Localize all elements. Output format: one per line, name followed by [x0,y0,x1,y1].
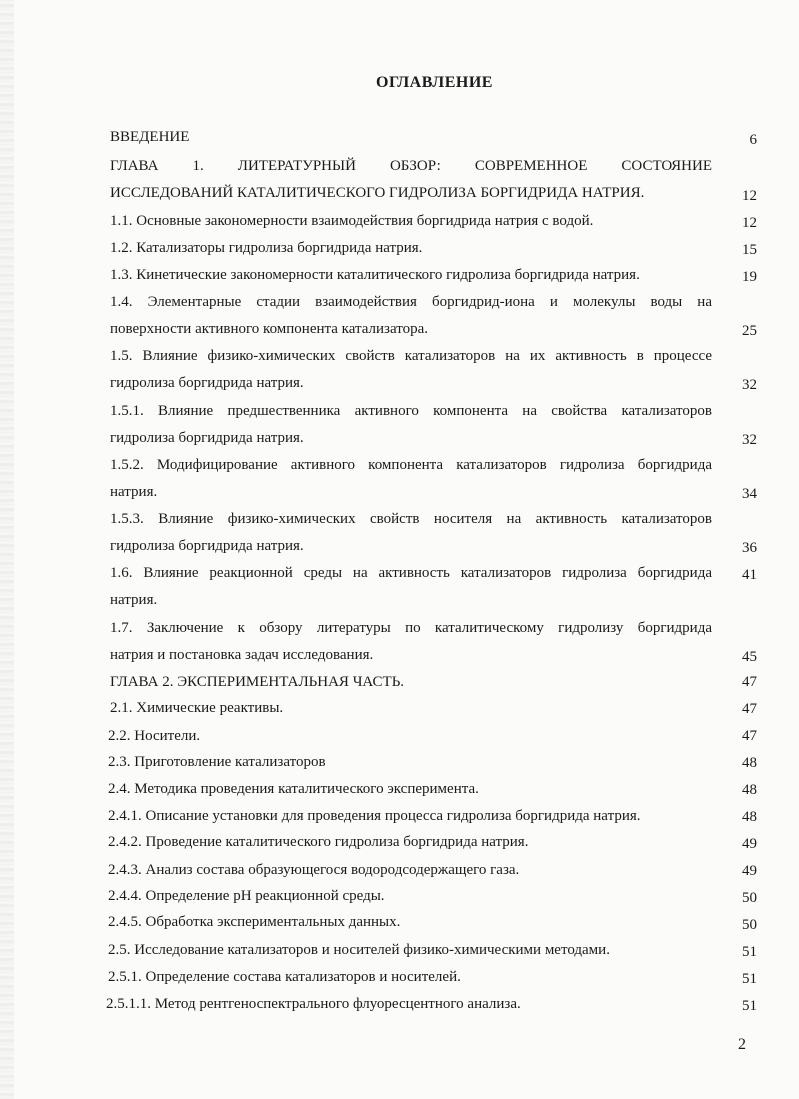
toc-entry-page: 6 [749,132,757,148]
toc-entry-continuation: натрия и постановка задач исследования. [110,647,374,663]
toc-entry-page: 12 [742,188,757,204]
toc-entry-page: 51 [742,971,757,987]
toc-entry-page: 50 [742,917,757,933]
toc-entry-title: 1.5.3. Влияние физико-химических свойств носителя на активность катализаторов [110,511,712,527]
toc-entry-title: 2.1. Химические реактивы. [110,700,284,716]
toc-entry-page: 12 [742,215,757,231]
toc-entry-page: 47 [742,728,757,744]
toc-entry-page: 32 [742,432,757,448]
toc-entry-title: 1.4. Элементарные стадии взаимодействия боргидрид-иона и молекулы воды на [110,294,712,310]
toc-entry-title: 2.2. Носители. [108,728,201,744]
toc-entry-title: 2.4. Методика проведения каталитического эксперимента. [108,781,479,797]
toc-entry-page: 41 [742,567,757,583]
page-number: 2 [738,1036,746,1053]
toc-entry-title: 2.5.1. Определение состава катализаторов и носителей. [108,969,461,985]
toc-entry-title: 2.4.2. Проведение каталитического гидролиза боргидрида натрия. [108,834,529,850]
toc-entry-page: 51 [742,944,757,960]
toc-entry-continuation: ИССЛЕДОВАНИЙ КАТАЛИТИЧЕСКОГО ГИДРОЛИЗА БОРГИДРИДА НАТРИЯ. [110,185,645,201]
toc-entry-title: 2.5.1.1. Метод рентгеноспектрального флуоресцентного анализа. [106,996,521,1012]
toc-entry-title: ГЛАВА 1. ЛИТЕРАТУРНЫЙ ОБЗОР: СОВРЕМЕННОЕ СОСТОЯНИЕ [110,158,712,174]
toc-entry-title: 1.1. Основные закономерности взаимодействия боргидрида натрия с водой. [110,213,594,229]
toc-entry-title: 1.5.2. Модифицирование активного компонента катализаторов гидролиза боргидрида [110,457,712,473]
toc-entry-title: 1.5. Влияние физико-химических свойств катализаторов на их активность в процессе [110,348,712,364]
toc-entry-title: 2.4.4. Определение pH реакционной среды. [108,888,385,904]
toc-entry-page: 25 [742,323,757,339]
toc-entry-page: 49 [742,863,757,879]
toc-entry-title: 2.3. Приготовление катализаторов [108,754,326,770]
toc-entry-continuation: натрия. [110,592,158,608]
toc-entry-continuation: поверхности активного компонента катализатора. [110,321,428,337]
toc-entry-title: 1.5.1. Влияние предшественника активного компонента на свойства катализаторов [110,403,712,419]
toc-entry-page: 50 [742,890,757,906]
toc-entry-page: 47 [742,701,757,717]
toc-entry-page: 34 [742,486,757,502]
toc-entry-title: 1.3. Кинетические закономерности каталитического гидролиза боргидрида натрия. [110,267,640,283]
toc-entry-title: ВВЕДЕНИЕ [110,129,190,145]
toc-entry-title: ГЛАВА 2. ЭКСПЕРИМЕНТАЛЬНАЯ ЧАСТЬ. [110,674,405,690]
toc-entry-page: 51 [742,998,757,1014]
toc-heading: ОГЛАВЛЕНИЕ [376,74,493,91]
toc-entry-page: 47 [742,674,757,690]
toc-entry-page: 32 [742,377,757,393]
toc-entry-title: 2.5. Исследование катализаторов и носителей физико-химическими методами. [108,942,610,958]
toc-entry-title: 2.4.3. Анализ состава образующегося водородсодержащего газа. [108,862,520,878]
toc-entry-page: 48 [742,809,757,825]
toc-entry-page: 45 [742,649,757,665]
toc-entry-title: 1.6. Влияние реакционной среды на активность катализаторов гидролиза боргидрида [110,565,712,581]
toc-entry-page: 49 [742,836,757,852]
toc-entry-continuation: гидролиза боргидрида натрия. [110,430,304,446]
toc-entry-title: 1.7. Заключение к обзору литературы по каталитическому гидролизу боргидрида [110,620,712,636]
toc-entry-page: 15 [742,242,757,258]
toc-entry-continuation: натрия. [110,484,158,500]
toc-entry-title: 2.4.5. Обработка экспериментальных данных. [108,914,401,930]
toc-entry-title: 1.2. Катализаторы гидролиза боргидрида натрия. [110,240,423,256]
toc-entry-title: 2.4.1. Описание установки для проведения процесса гидролиза боргидрида натрия. [108,808,641,824]
toc-entry-continuation: гидролиза боргидрида натрия. [110,375,304,391]
toc-entry-page: 48 [742,782,757,798]
toc-entry-page: 19 [742,269,757,285]
toc-entry-continuation: гидролиза боргидрида натрия. [110,538,304,554]
toc-entry-page: 48 [742,755,757,771]
toc-entry-page: 36 [742,540,757,556]
